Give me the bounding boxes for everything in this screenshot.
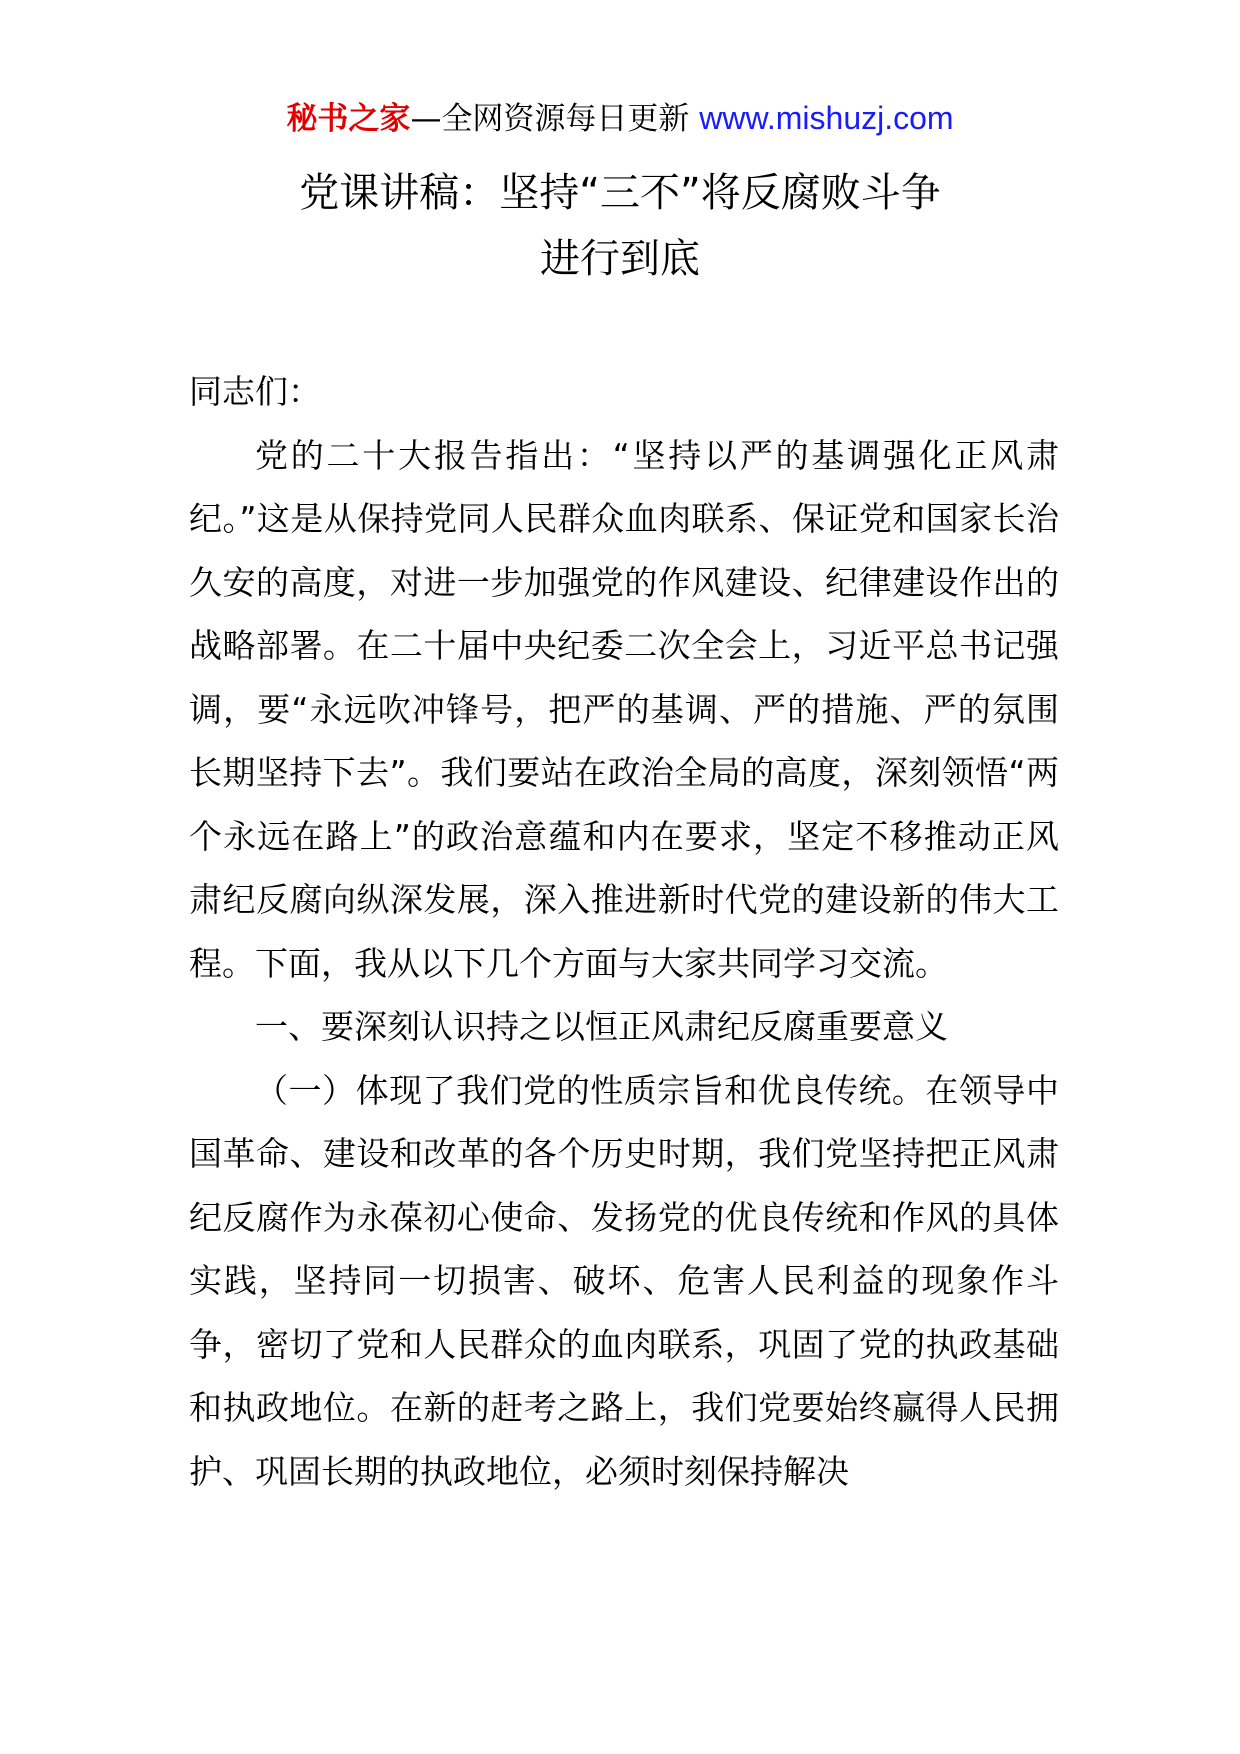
brand-name: 秘书之家 bbox=[286, 101, 411, 137]
title-line-2: 进行到底 bbox=[540, 236, 700, 282]
site-url-link[interactable]: www.mishuzj.com bbox=[699, 100, 954, 136]
title-line-1: 党课讲稿：坚持“三不”将反腐败斗争 bbox=[299, 170, 941, 216]
paragraph-section-1-1: （一）体现了我们党的性质宗旨和优良传统。在领导中国革命、建设和改革的各个历史时期，我们党坚持把正风肃纪反腐作为永葆初心使命、发扬党的优良传统和作风的具体实践，坚持同一切损害、破坏、危害人民利益的现象作斗争，密切了党和人民群众的血肉联系，巩固了党的执政基础和执政地位。在新的赶考之路上，我们党要始终赢得人民拥护、巩固长期的执政地位，必须时刻保持解决 bbox=[189, 1070, 1059, 1491]
site-header bbox=[0, 96, 1240, 141]
site-tagline: —全网资源每日更新 bbox=[410, 101, 700, 137]
paragraph-intro: 党的二十大报告指出：“坚持以严的基调强化正风肃纪。”这是从保持党同人民群众血肉联系、保证党和国家长治久安的高度，对进一步加强党的作风建设、纪律建设作出的战略部署。在二十届中央纪委二次全会上，习近平总书记强调，要“永远吹冲锋号，把严的基调、严的措施、严的氛围长期坚持下去”。我们要站在政治全局的高度，深刻领悟“两个永远在路上”的政治意蕴和内在要求，坚定不移推动正风肃纪反腐向纵深发展，深入推进新时代党的建设新的伟大工程。下面，我从以下几个方面与大家共同学习交流。 bbox=[189, 435, 1059, 983]
section-heading-1: 一、要深刻认识持之以恒正风肃纪反腐重要意义 bbox=[255, 1007, 948, 1046]
greeting: 同志们： bbox=[189, 372, 321, 411]
document-body bbox=[189, 360, 1059, 1503]
document-title bbox=[0, 160, 1240, 292]
